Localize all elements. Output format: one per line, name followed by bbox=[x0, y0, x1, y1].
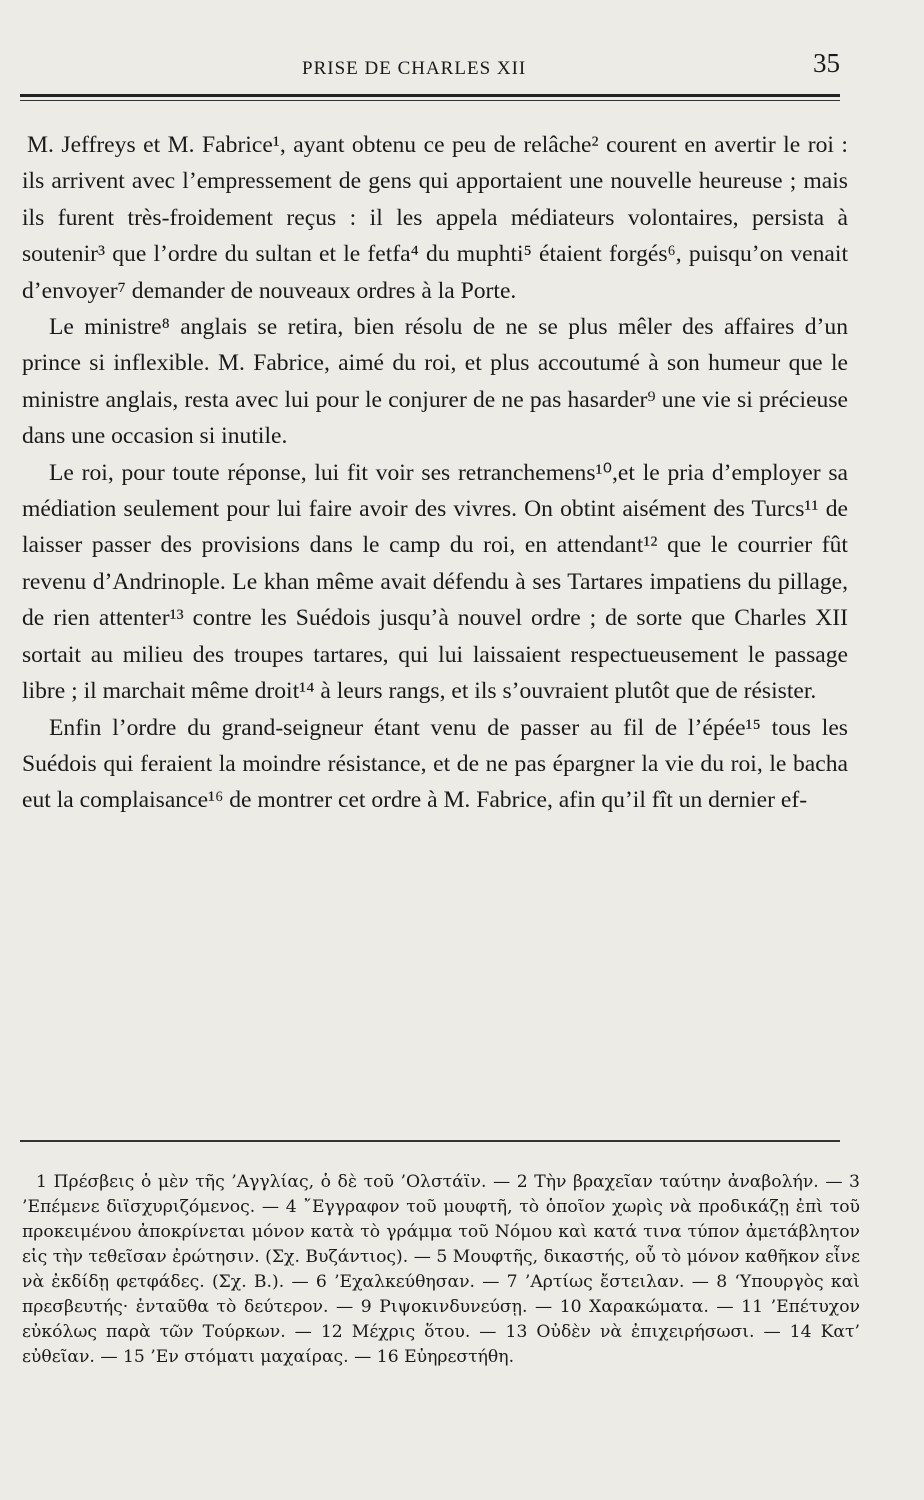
paragraph: Le ministre⁸ anglais se retira, bien résolu de ne se plus mêler des affaires d’un prince si inflexible. M. Fabrice, aimé du roi, et plus accoutumé à son humeur que le ministre anglais, resta avec lui pour le conjurer de ne pas hasarder⁹ une vie si précieuse dans une occasion si inutile. bbox=[22, 314, 848, 450]
paragraph: M. Jeffreys et M. Fabrice¹, ayant obtenu ce peu de relâche² courent en avertir le roi : ils arrivent avec l’empressement de gens qui apportaient une nouvelle heureuse ; mais ils furent très-froidement reçus : il les appela médiateurs volontaires, persista à soutenir³ que l’ordre du sultan et le fetfa⁴ du muphti⁵ étaient forgés⁶, puisqu’on venait d’envoyer⁷ demander de nouveaux ordres à la Porte. bbox=[22, 132, 848, 304]
footnote-text: 1 Πρέσβεις ὁ μὲν τῆς ’Αγγλίας, ὁ δὲ τοῦ ’Ολστάϊν. — 2 Τὴν βραχεῖαν ταύτην ἀναβολήν. — 3 ’Επέμενε διϊσχυριζόμενος. — 4 ῎Εγγραφον τοῦ μουφτῆ, τὸ ὁποῖον χωρὶς νὰ προδικάζῃ ἐπὶ τοῦ προκειμένου ἀποκρίνεται μόνον κατὰ τὸ γράμμα τοῦ Νόμου καὶ κατά τινα τύπον ἀμετάβλητον εἰς τὴν τεθεῖσαν ἐρώτησιν. (Σχ. Βυζάντιος). — 5 Μουφτῆς, δικαστής, οὗ τὸ μόνον καθῆκον εἶνε νὰ ἐκδίδῃ φετφάδες. (Σχ. Β.). — 6 ’Εχαλκεύθησαν. — 7 ’Αρτίως ἔστειλαν. — 8 ‘Υπουργὸς καὶ πρεσβευτής· ἐνταῦθα τὸ δεύτερον. — 9 Ριψοκινδυνεύσῃ. — 10 Χαρακώματα. — 11 ’Επέτυχον εὐκόλως παρὰ τῶν Τούρκων. — 12 Μέχρις ὅτου. — 13 Οὐδὲν νὰ ἐπιχειρήσωσι. — 14 Κατ’ εὐθεῖαν. — 15 ’Εν στόματι μαχαίρας. — 16 Εὐηρεστήθη. bbox=[22, 1172, 860, 1367]
page-number: 35 bbox=[813, 48, 840, 78]
footnotes bbox=[22, 1170, 860, 1370]
header-rule-thin bbox=[20, 100, 840, 101]
main-text bbox=[22, 127, 848, 819]
page-header bbox=[20, 44, 840, 84]
paragraph: Enfin l’ordre du grand-seigneur étant venu de passer au fil de l’épée¹⁵ tous les Suédois qui feraient la moindre résistance, et de ne pas épargner la vie du roi, le bacha eut la complaisance¹⁶ de montrer cet ordre à M. Fabrice, afin qu’il fît un dernier ef- bbox=[22, 714, 848, 814]
paragraph: Le roi, pour toute réponse, lui fit voir ses retranchemens¹⁰,et le pria d’employer sa médiation seulement pour lui faire avoir des vivres. On obtint aisément des Turcs¹¹ de laisser passer des provisions dans le camp du roi, en attendant¹² que le courrier fût revenu d’Andrinople. Le khan même avait défendu à ses Tartares impatiens du pillage, de rien attenter¹³ contre les Suédois jusqu’à nouvel ordre ; de sorte que Charles XII sortait au milieu des troupes tartares, qui lui laissaient respectueusement le passage libre ; il marchait même droit¹⁴ à leurs rangs, et ils s’ouvraient plutôt que de résister. bbox=[22, 459, 848, 705]
running-title: PRISE DE CHARLES XII bbox=[302, 58, 527, 79]
footnote-rule bbox=[20, 1140, 840, 1142]
header-rule bbox=[20, 94, 840, 97]
